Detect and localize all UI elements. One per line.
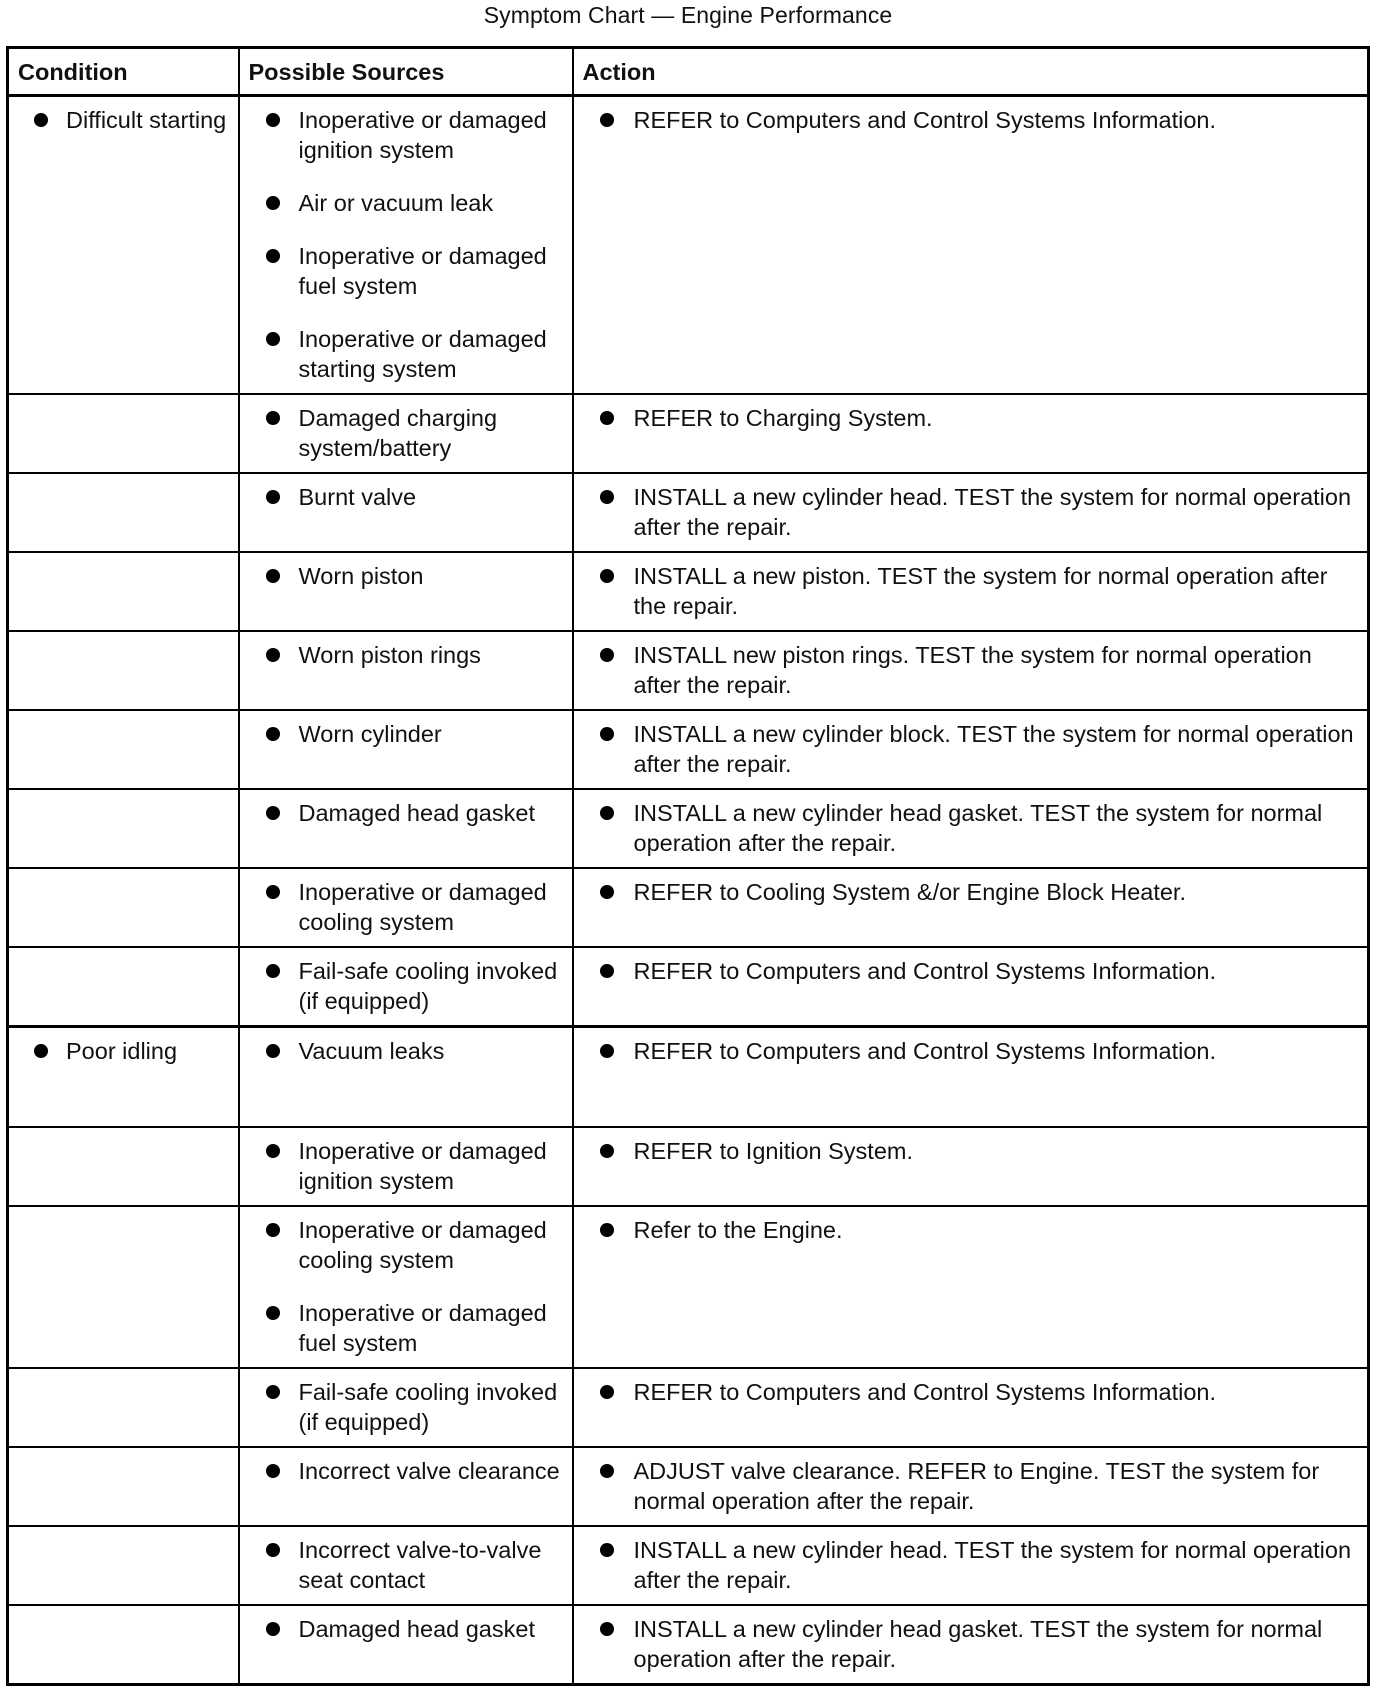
possible-sources-cell bbox=[239, 631, 573, 710]
possible-sources-cell bbox=[239, 473, 573, 552]
actions-list bbox=[574, 553, 1368, 630]
bullet-icon bbox=[600, 648, 614, 662]
bullet-icon bbox=[266, 648, 280, 662]
actions-list bbox=[574, 1448, 1368, 1525]
source-text: Incorrect valve clearance bbox=[298, 1457, 560, 1484]
sources-list bbox=[240, 869, 572, 946]
condition-item bbox=[9, 105, 232, 135]
action-text: INSTALL a new cylinder block. TEST the system for normal operation after the repair. bbox=[633, 721, 1354, 777]
bullet-icon bbox=[600, 806, 614, 820]
action-item bbox=[574, 1456, 1362, 1516]
table-row bbox=[8, 552, 1369, 631]
possible-sources-column-header: Possible Sources bbox=[239, 48, 573, 96]
bullet-icon bbox=[266, 1044, 280, 1058]
action-item bbox=[574, 482, 1362, 542]
action-item bbox=[574, 877, 1362, 907]
sources-list bbox=[240, 553, 572, 600]
actions-list bbox=[574, 711, 1368, 788]
condition-list bbox=[9, 97, 238, 144]
bullet-icon bbox=[34, 1044, 48, 1058]
source-text: Inoperative or damaged cooling system bbox=[298, 1216, 547, 1273]
source-text: Worn piston rings bbox=[298, 642, 481, 668]
action-cell bbox=[573, 394, 1369, 473]
bullet-icon bbox=[600, 727, 614, 741]
possible-sources-cell bbox=[239, 1206, 573, 1368]
action-item bbox=[574, 1036, 1362, 1066]
condition-cell bbox=[8, 1447, 239, 1526]
action-text: REFER to Charging System. bbox=[633, 405, 933, 431]
actions-list bbox=[574, 474, 1368, 551]
table-row bbox=[8, 1206, 1369, 1368]
source-text: Damaged head gasket bbox=[298, 800, 535, 826]
symptom-chart-table bbox=[6, 46, 1370, 1686]
action-text: Refer to the Engine. bbox=[633, 1216, 843, 1243]
source-item bbox=[240, 1298, 566, 1358]
sources-list bbox=[240, 1369, 572, 1446]
table-row bbox=[8, 394, 1369, 473]
source-item bbox=[240, 105, 566, 165]
condition-cell bbox=[8, 1368, 239, 1447]
condition-cell bbox=[8, 1526, 239, 1605]
source-item bbox=[240, 561, 566, 591]
bullet-icon bbox=[266, 332, 280, 346]
action-cell bbox=[573, 631, 1369, 710]
actions-list bbox=[574, 1527, 1368, 1604]
action-item bbox=[574, 105, 1362, 135]
table-row bbox=[8, 1127, 1369, 1206]
possible-sources-cell bbox=[239, 1526, 573, 1605]
actions-list bbox=[574, 395, 1368, 442]
bullet-icon bbox=[266, 569, 280, 583]
page-title: Symptom Chart — Engine Performance bbox=[483, 2, 893, 28]
source-text: Inoperative or damaged ignition system bbox=[298, 107, 547, 163]
possible-sources-cell bbox=[239, 1605, 573, 1685]
source-item bbox=[240, 1377, 566, 1437]
action-text: REFER to Ignition System. bbox=[633, 1137, 913, 1164]
source-item bbox=[240, 640, 566, 670]
sources-list bbox=[240, 1606, 572, 1653]
source-text: Incorrect valve-to-valve seat contact bbox=[298, 1536, 542, 1593]
action-item bbox=[574, 1136, 1362, 1166]
bullet-icon bbox=[266, 885, 280, 899]
bullet-icon bbox=[600, 1622, 614, 1636]
bullet-icon bbox=[266, 490, 280, 504]
table-row bbox=[8, 789, 1369, 868]
actions-list bbox=[574, 1128, 1368, 1175]
possible-sources-cell bbox=[239, 1368, 573, 1447]
table-row bbox=[8, 947, 1369, 1027]
sources-list bbox=[240, 97, 572, 393]
action-cell bbox=[573, 1605, 1369, 1685]
action-cell bbox=[573, 789, 1369, 868]
action-text: REFER to Cooling System &/or Engine Block Heater. bbox=[633, 879, 1186, 905]
actions-list bbox=[574, 1606, 1368, 1683]
source-item bbox=[240, 188, 566, 218]
bullet-icon bbox=[600, 1543, 614, 1557]
action-cell bbox=[573, 868, 1369, 947]
condition-cell bbox=[8, 552, 239, 631]
table-row bbox=[8, 473, 1369, 552]
bullet-icon bbox=[600, 411, 614, 425]
condition-text: Poor idling bbox=[66, 1038, 178, 1064]
source-item bbox=[240, 719, 566, 749]
bullet-icon bbox=[266, 1543, 280, 1557]
condition-cell bbox=[8, 1027, 239, 1127]
action-cell bbox=[573, 1206, 1369, 1368]
action-text: REFER to Computers and Control Systems Information. bbox=[633, 1038, 1216, 1064]
action-column-header: Action bbox=[573, 48, 1369, 96]
condition-cell bbox=[8, 631, 239, 710]
source-item bbox=[240, 482, 566, 512]
source-item bbox=[240, 241, 566, 301]
source-item bbox=[240, 1535, 566, 1595]
possible-sources-cell bbox=[239, 96, 573, 395]
action-cell bbox=[573, 96, 1369, 395]
source-text: Burnt valve bbox=[298, 484, 417, 510]
sources-list bbox=[240, 711, 572, 758]
bullet-icon bbox=[600, 1044, 614, 1058]
source-item bbox=[240, 1215, 566, 1275]
actions-list bbox=[574, 97, 1368, 144]
actions-list bbox=[574, 632, 1368, 709]
source-text: Fail-safe cooling invoked (if equipped) bbox=[298, 958, 558, 1014]
table-row bbox=[8, 868, 1369, 947]
action-text: ADJUST valve clearance. REFER to Engine. TEST the system for normal operation after the repair. bbox=[633, 1457, 1320, 1514]
source-text: Inoperative or damaged fuel system bbox=[298, 243, 547, 299]
condition-column-header: Condition bbox=[8, 48, 239, 96]
condition-cell bbox=[8, 394, 239, 473]
table-row bbox=[8, 631, 1369, 710]
table-row bbox=[8, 1526, 1369, 1605]
possible-sources-cell bbox=[239, 1447, 573, 1526]
action-cell bbox=[573, 710, 1369, 789]
table-row bbox=[8, 1027, 1369, 1127]
bullet-icon bbox=[266, 411, 280, 425]
actions-list bbox=[574, 948, 1368, 995]
source-text: Inoperative or damaged fuel system bbox=[298, 1299, 547, 1356]
bullet-icon bbox=[600, 1385, 614, 1399]
condition-cell bbox=[8, 1127, 239, 1206]
bullet-icon bbox=[266, 727, 280, 741]
table-row bbox=[8, 1368, 1369, 1447]
action-item bbox=[574, 640, 1362, 700]
bullet-icon bbox=[266, 1464, 280, 1478]
action-item bbox=[574, 956, 1362, 986]
bullet-icon bbox=[600, 1464, 614, 1478]
bullet-icon bbox=[266, 1223, 280, 1237]
bullet-icon bbox=[266, 964, 280, 978]
actions-list bbox=[574, 1028, 1368, 1075]
action-cell bbox=[573, 1447, 1369, 1526]
header-row bbox=[8, 48, 1369, 96]
possible-sources-cell bbox=[239, 552, 573, 631]
action-text: INSTALL a new cylinder head gasket. TEST the system for normal operation after the repair. bbox=[633, 1615, 1323, 1672]
bullet-icon bbox=[600, 490, 614, 504]
sources-list bbox=[240, 395, 572, 472]
sources-list bbox=[240, 1207, 572, 1367]
source-item bbox=[240, 798, 566, 828]
action-item bbox=[574, 1377, 1362, 1407]
source-item bbox=[240, 956, 566, 1016]
sources-list bbox=[240, 474, 572, 521]
source-text: Worn cylinder bbox=[298, 721, 442, 747]
source-text: Air or vacuum leak bbox=[298, 190, 494, 216]
sources-list bbox=[240, 1527, 572, 1604]
action-cell bbox=[573, 552, 1369, 631]
actions-list bbox=[574, 869, 1368, 916]
action-item bbox=[574, 403, 1362, 433]
source-text: Inoperative or damaged ignition system bbox=[298, 1137, 547, 1194]
possible-sources-cell bbox=[239, 947, 573, 1027]
action-item bbox=[574, 1535, 1362, 1595]
source-text: Inoperative or damaged cooling system bbox=[298, 879, 547, 935]
sources-list bbox=[240, 1448, 572, 1495]
action-cell bbox=[573, 1127, 1369, 1206]
possible-sources-cell bbox=[239, 1127, 573, 1206]
table-body bbox=[8, 96, 1369, 1685]
table-row bbox=[8, 1605, 1369, 1685]
bullet-icon bbox=[600, 964, 614, 978]
bullet-icon bbox=[600, 113, 614, 127]
action-cell bbox=[573, 1526, 1369, 1605]
condition-cell bbox=[8, 868, 239, 947]
table-header bbox=[8, 48, 1369, 96]
sources-list bbox=[240, 948, 572, 1025]
action-item bbox=[574, 1614, 1362, 1674]
source-item bbox=[240, 324, 566, 384]
actions-list bbox=[574, 790, 1368, 867]
action-cell bbox=[573, 1027, 1369, 1127]
bullet-icon bbox=[34, 113, 48, 127]
source-text: Worn piston bbox=[298, 563, 424, 589]
possible-sources-cell bbox=[239, 710, 573, 789]
source-item bbox=[240, 1136, 566, 1196]
action-item bbox=[574, 719, 1362, 779]
source-item bbox=[240, 1036, 566, 1066]
action-text: INSTALL a new cylinder head. TEST the system for normal operation after the repair. bbox=[633, 1536, 1352, 1593]
source-text: Fail-safe cooling invoked (if equipped) bbox=[298, 1378, 558, 1435]
action-cell bbox=[573, 473, 1369, 552]
bullet-icon bbox=[266, 1385, 280, 1399]
bullet-icon bbox=[600, 885, 614, 899]
condition-cell bbox=[8, 1605, 239, 1685]
bullet-icon bbox=[266, 1622, 280, 1636]
sources-list bbox=[240, 790, 572, 837]
bullet-icon bbox=[266, 806, 280, 820]
condition-text: Difficult starting bbox=[66, 107, 227, 133]
action-item bbox=[574, 561, 1362, 621]
action-cell bbox=[573, 1368, 1369, 1447]
condition-cell bbox=[8, 947, 239, 1027]
actions-list bbox=[574, 1207, 1368, 1254]
action-item bbox=[574, 1215, 1362, 1245]
sources-list bbox=[240, 1128, 572, 1205]
actions-list bbox=[574, 1369, 1368, 1416]
source-item bbox=[240, 877, 566, 937]
action-text: INSTALL a new cylinder head. TEST the system for normal operation after the repair. bbox=[633, 484, 1352, 540]
source-text: Vacuum leaks bbox=[298, 1038, 445, 1064]
table-row bbox=[8, 710, 1369, 789]
condition-cell bbox=[8, 96, 239, 395]
table-row bbox=[8, 96, 1369, 395]
possible-sources-cell bbox=[239, 789, 573, 868]
bullet-icon bbox=[600, 569, 614, 583]
table-row bbox=[8, 1447, 1369, 1526]
source-text: Damaged charging system/battery bbox=[298, 405, 498, 461]
bullet-icon bbox=[266, 113, 280, 127]
bullet-icon bbox=[266, 1144, 280, 1158]
action-text: INSTALL a new cylinder head gasket. TEST the system for normal operation after the repair. bbox=[633, 800, 1323, 856]
source-item bbox=[240, 1614, 566, 1644]
action-text: INSTALL new piston rings. TEST the system for normal operation after the repair. bbox=[633, 642, 1312, 698]
condition-list bbox=[9, 1028, 238, 1075]
possible-sources-cell bbox=[239, 394, 573, 473]
sources-list bbox=[240, 632, 572, 679]
source-item bbox=[240, 403, 566, 463]
source-text: Inoperative or damaged starting system bbox=[298, 326, 547, 382]
action-text: REFER to Computers and Control Systems Information. bbox=[633, 107, 1216, 133]
condition-cell bbox=[8, 473, 239, 552]
possible-sources-cell bbox=[239, 1027, 573, 1127]
bullet-icon bbox=[600, 1144, 614, 1158]
possible-sources-cell bbox=[239, 868, 573, 947]
bullet-icon bbox=[266, 249, 280, 263]
condition-cell bbox=[8, 1206, 239, 1368]
bullet-icon bbox=[600, 1223, 614, 1237]
condition-cell bbox=[8, 789, 239, 868]
action-text: REFER to Computers and Control Systems Information. bbox=[633, 958, 1216, 984]
source-item bbox=[240, 1456, 566, 1486]
action-item bbox=[574, 798, 1362, 858]
action-text: REFER to Computers and Control Systems Information. bbox=[633, 1378, 1216, 1405]
sources-list bbox=[240, 1028, 572, 1075]
bullet-icon bbox=[266, 196, 280, 210]
condition-item bbox=[9, 1036, 232, 1066]
source-text: Damaged head gasket bbox=[298, 1615, 535, 1642]
action-text: INSTALL a new piston. TEST the system for normal operation after the repair. bbox=[633, 563, 1328, 619]
bullet-icon bbox=[266, 1306, 280, 1320]
action-cell bbox=[573, 947, 1369, 1027]
condition-cell bbox=[8, 710, 239, 789]
